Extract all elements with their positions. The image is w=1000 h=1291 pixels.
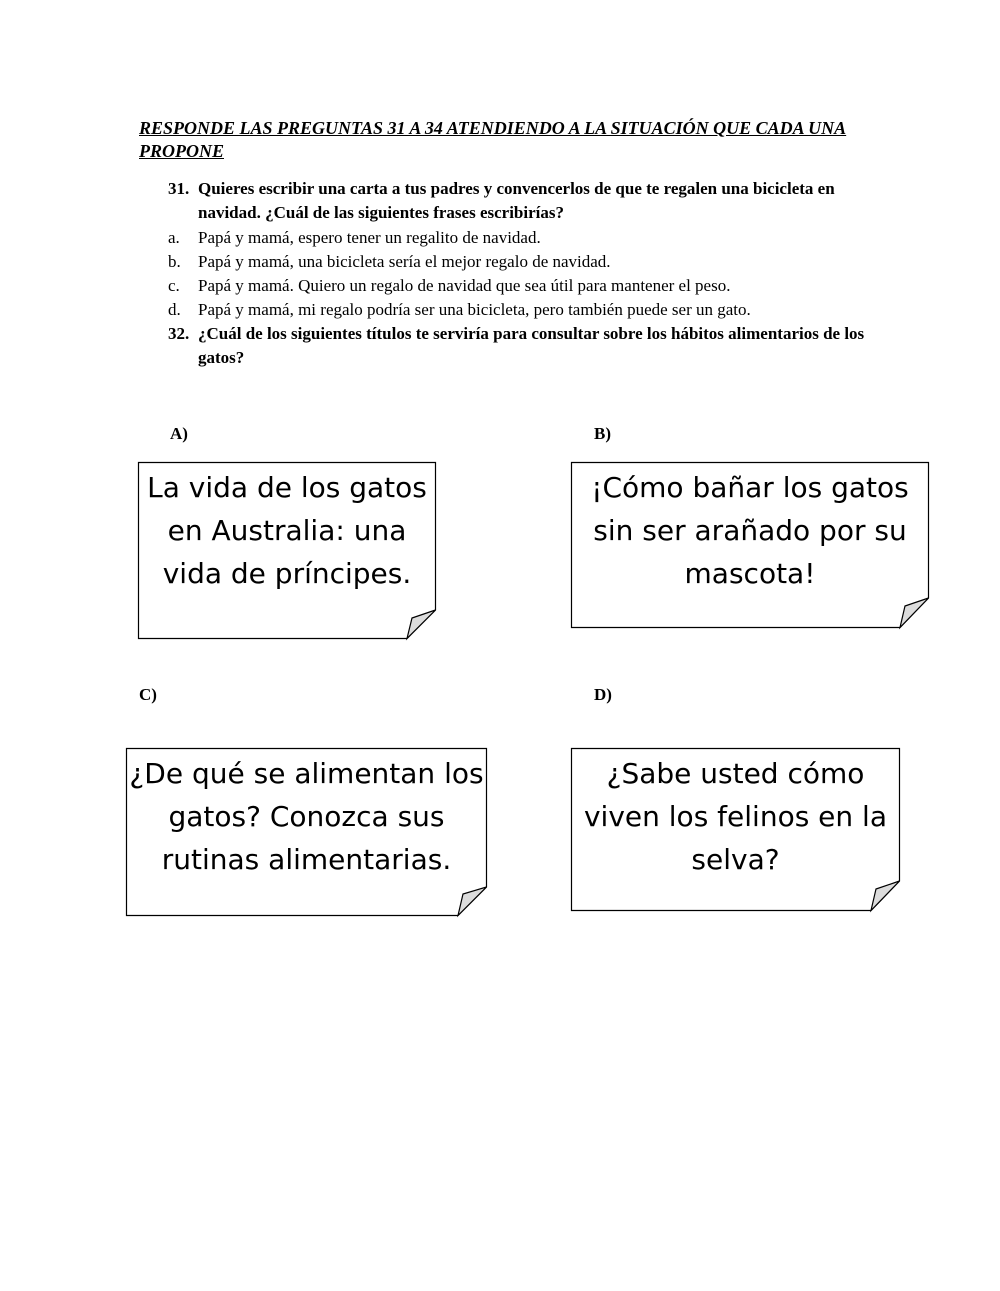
- question-text: ¿Cuál de los siguientes títulos te serviría para consultar sobre los hábitos alimentarios de los gatos?: [198, 324, 865, 367]
- option-letter: c.: [168, 276, 180, 295]
- question-number: 32.: [168, 324, 190, 343]
- option-text: Papá y mamá, mi regalo podría ser una bicicleta, pero también puede ser un gato.: [198, 300, 751, 319]
- card-label-b: B): [594, 424, 611, 443]
- option-c[interactable]: [168, 274, 888, 298]
- section-instruction: RESPONDE LAS PREGUNTAS 31 A 34 ATENDIENDO A LA SITUACIÓN QUE CADA UNA PROPONE: [139, 118, 847, 161]
- card-title-text: ¿De qué se alimentan los gatos? Conozca sus rutinas alimentarias.: [129, 757, 484, 876]
- card-title-text: ¡Cómo bañar los gatos sin ser arañado por su mascota!: [591, 471, 909, 590]
- option-b[interactable]: [168, 250, 888, 274]
- option-letter: a.: [168, 228, 180, 247]
- option-text: Papá y mamá, espero tener un regalito de navidad.: [198, 228, 541, 247]
- option-letter: b.: [168, 252, 181, 271]
- question-32: [168, 322, 868, 370]
- option-text: Papá y mamá. Quiero un regalo de navidad que sea útil para mantener el peso.: [198, 276, 731, 295]
- question-text: Quieres escribir una carta a tus padres y convencerlos de que te regalen una bicicleta en navidad. ¿Cuál de las siguientes frases escribirías?: [198, 179, 835, 222]
- card-label-a: A): [170, 424, 188, 443]
- card-option-d[interactable]: [571, 748, 900, 911]
- question-31: [168, 177, 868, 225]
- option-a[interactable]: [168, 226, 888, 250]
- card-title-text: La vida de los gatos en Australia: una vida de príncipes.: [147, 471, 427, 590]
- card-label-c: C): [139, 685, 157, 704]
- question-number: 31.: [168, 179, 190, 198]
- card-label-d: D): [594, 685, 612, 704]
- card-option-a[interactable]: [138, 462, 436, 639]
- option-text: Papá y mamá, una bicicleta sería el mejor regalo de navidad.: [198, 252, 611, 271]
- option-d[interactable]: [168, 298, 888, 322]
- option-letter: d.: [168, 300, 181, 319]
- card-option-c[interactable]: [126, 748, 487, 916]
- card-title-text: ¿Sabe usted cómo viven los felinos en la selva?: [583, 757, 887, 876]
- card-option-b[interactable]: [571, 462, 929, 628]
